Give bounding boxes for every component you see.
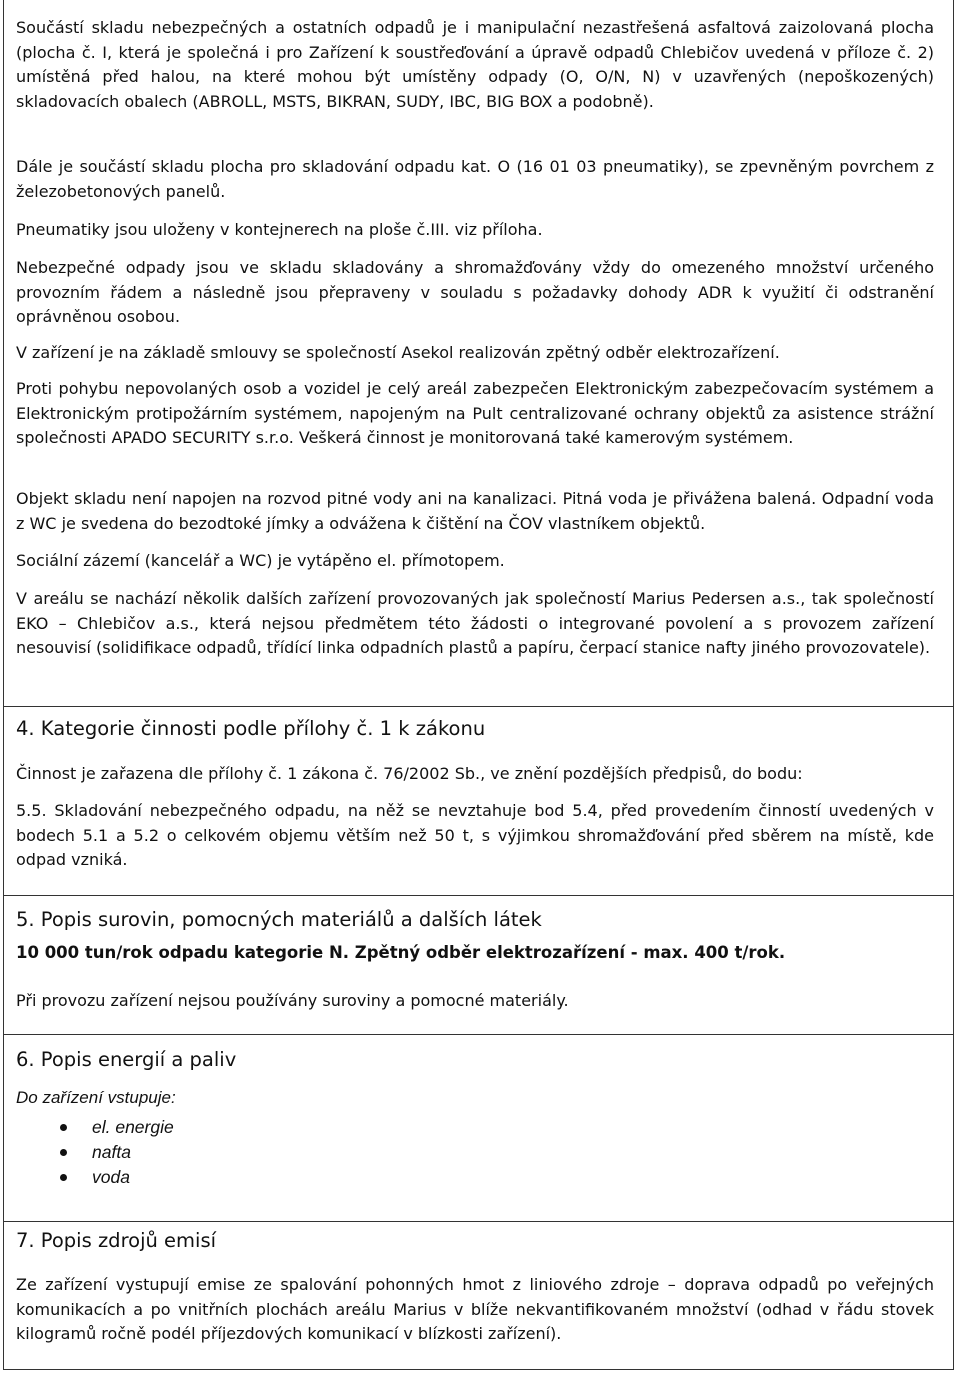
intro-paragraph-2: Dále je součástí skladu plocha pro skladování odpadu kat. O (16 01 03 pneumatiky), se zpevněným povrchem z železobetonových panelů. <box>16 157 934 201</box>
energy-list-item <box>44 1115 174 1140</box>
section-4-heading: 4. Kategorie činnosti podle přílohy č. 1 k zákonu <box>16 717 486 740</box>
intro-paragraph-6: Proti pohybu nepovolaných osob a vozidel je celý areál zabezpečen Elektronickým zabezpečovacím systémem a Elektronickým protipožárním systémem, napojeným na Pult centralizované ochrany objektů za asistence strážní společnosti APADO SECURITY s.r.o. Veškerá činnost je monitorovaná také kamerovým systémem. <box>16 379 934 448</box>
section-7-box <box>4 1222 953 1370</box>
section-5-paragraph-1: Při provozu zařízení nejsou používány suroviny a pomocné materiály. <box>16 991 569 1010</box>
document-frame <box>3 0 954 1370</box>
energy-list-item <box>44 1165 174 1190</box>
section-5-bold-line: 10 000 tun/rok odpadu kategorie N. Zpětný odběr elektrozařízení - max. 400 t/rok. <box>16 943 786 962</box>
energy-item-label: nafta <box>92 1142 131 1162</box>
energy-list <box>44 1115 174 1190</box>
section-4-box <box>4 707 953 896</box>
section-7-paragraph-1: Ze zařízení vystupují emise ze spalování pohonných hmot z liniového zdroje – doprava odpadů po veřejných komunikacích a po vnitřních plochách areálu Marius v blíže nekvantifikovaném množství (odhad v řádu stovek kilogramů ročně podél příjezdových komunikací v blízkosti zařízení). <box>16 1275 934 1344</box>
intro-paragraph-7: Objekt skladu není napojen na rozvod pitné vody ani na kanalizaci. Pitná voda je přivážena balená. Odpadní voda z WC je svedena do bezodtoké jímky a odvážena k čištění na ČOV vlastníkem objektů. <box>16 489 934 533</box>
bullet-icon <box>60 1124 67 1131</box>
section-6-heading: 6. Popis energií a paliv <box>16 1048 237 1071</box>
intro-paragraph-4: Nebezpečné odpady jsou ve skladu skladovány a shromažďovány vždy do omezeného množství určeného provozním řádem a následně jsou přepraveny v souladu s požadavky dohody ADR k využití či odstranění oprávněnou osobou. <box>16 258 934 327</box>
intro-paragraph-9: V areálu se nachází několik dalších zařízení provozovaných jak společností Marius Pedersen a.s., tak společností EKO – Chlebičov a.s., která nejsou předmětem této žádosti o integrované povolení a s provozem zařízení nesouvisí (solidifikace odpadů, třídící linka odpadních plastů a papíru, čerpací stanice nafty jiného provozovatele). <box>16 589 934 658</box>
section-5-heading: 5. Popis surovin, pomocných materiálů a dalších látek <box>16 908 542 931</box>
section-6-box <box>4 1035 953 1222</box>
intro-box <box>4 0 953 707</box>
energy-item-label: el. energie <box>92 1117 174 1137</box>
section-6-intro: Do zařízení vstupuje: <box>16 1088 176 1107</box>
intro-paragraph-3: Pneumatiky jsou uloženy v kontejnerech na ploše č.III. viz příloha. <box>16 220 543 239</box>
section-7-heading: 7. Popis zdrojů emisí <box>16 1229 217 1252</box>
energy-list-item <box>44 1140 174 1165</box>
section-5-box <box>4 896 953 1035</box>
section-4-paragraph-1: Činnost je zařazena dle přílohy č. 1 zákona č. 76/2002 Sb., ve znění pozdějších předpisů, do bodu: <box>16 764 803 783</box>
bullet-icon <box>60 1174 67 1181</box>
intro-paragraph-8: Sociální zázemí (kancelář a WC) je vytápěno el. přímotopem. <box>16 551 505 570</box>
intro-paragraph-5: V zařízení je na základě smlouvy se společností Asekol realizován zpětný odběr elektrozařízení. <box>16 343 780 362</box>
bullet-icon <box>60 1149 67 1156</box>
intro-paragraph-1: Součástí skladu nebezpečných a ostatních odpadů je i manipulační nezastřešená asfaltová zaizolovaná plocha (plocha č. I, která je společná i pro Zařízení k soustřeďování a úpravě odpadů Chlebičov uvedená v příloze č. 2) umístěná před halou, na které mohou být umístěny odpady (O, O/N, N) v uzavřených (nepoškozených) skladovacích obalech (ABROLL, MSTS, BIKRAN, SUDY, IBC, BIG BOX a podobně). <box>16 18 934 111</box>
energy-item-label: voda <box>92 1167 130 1187</box>
section-4-paragraph-2: 5.5. Skladování nebezpečného odpadu, na něž se nevztahuje bod 5.4, před provedením činností uvedených v bodech 5.1 a 5.2 o celkovém objemu větším než 50 t, s výjimkou shromažďování před sběrem na místě, kde odpad vzniká. <box>16 801 934 870</box>
